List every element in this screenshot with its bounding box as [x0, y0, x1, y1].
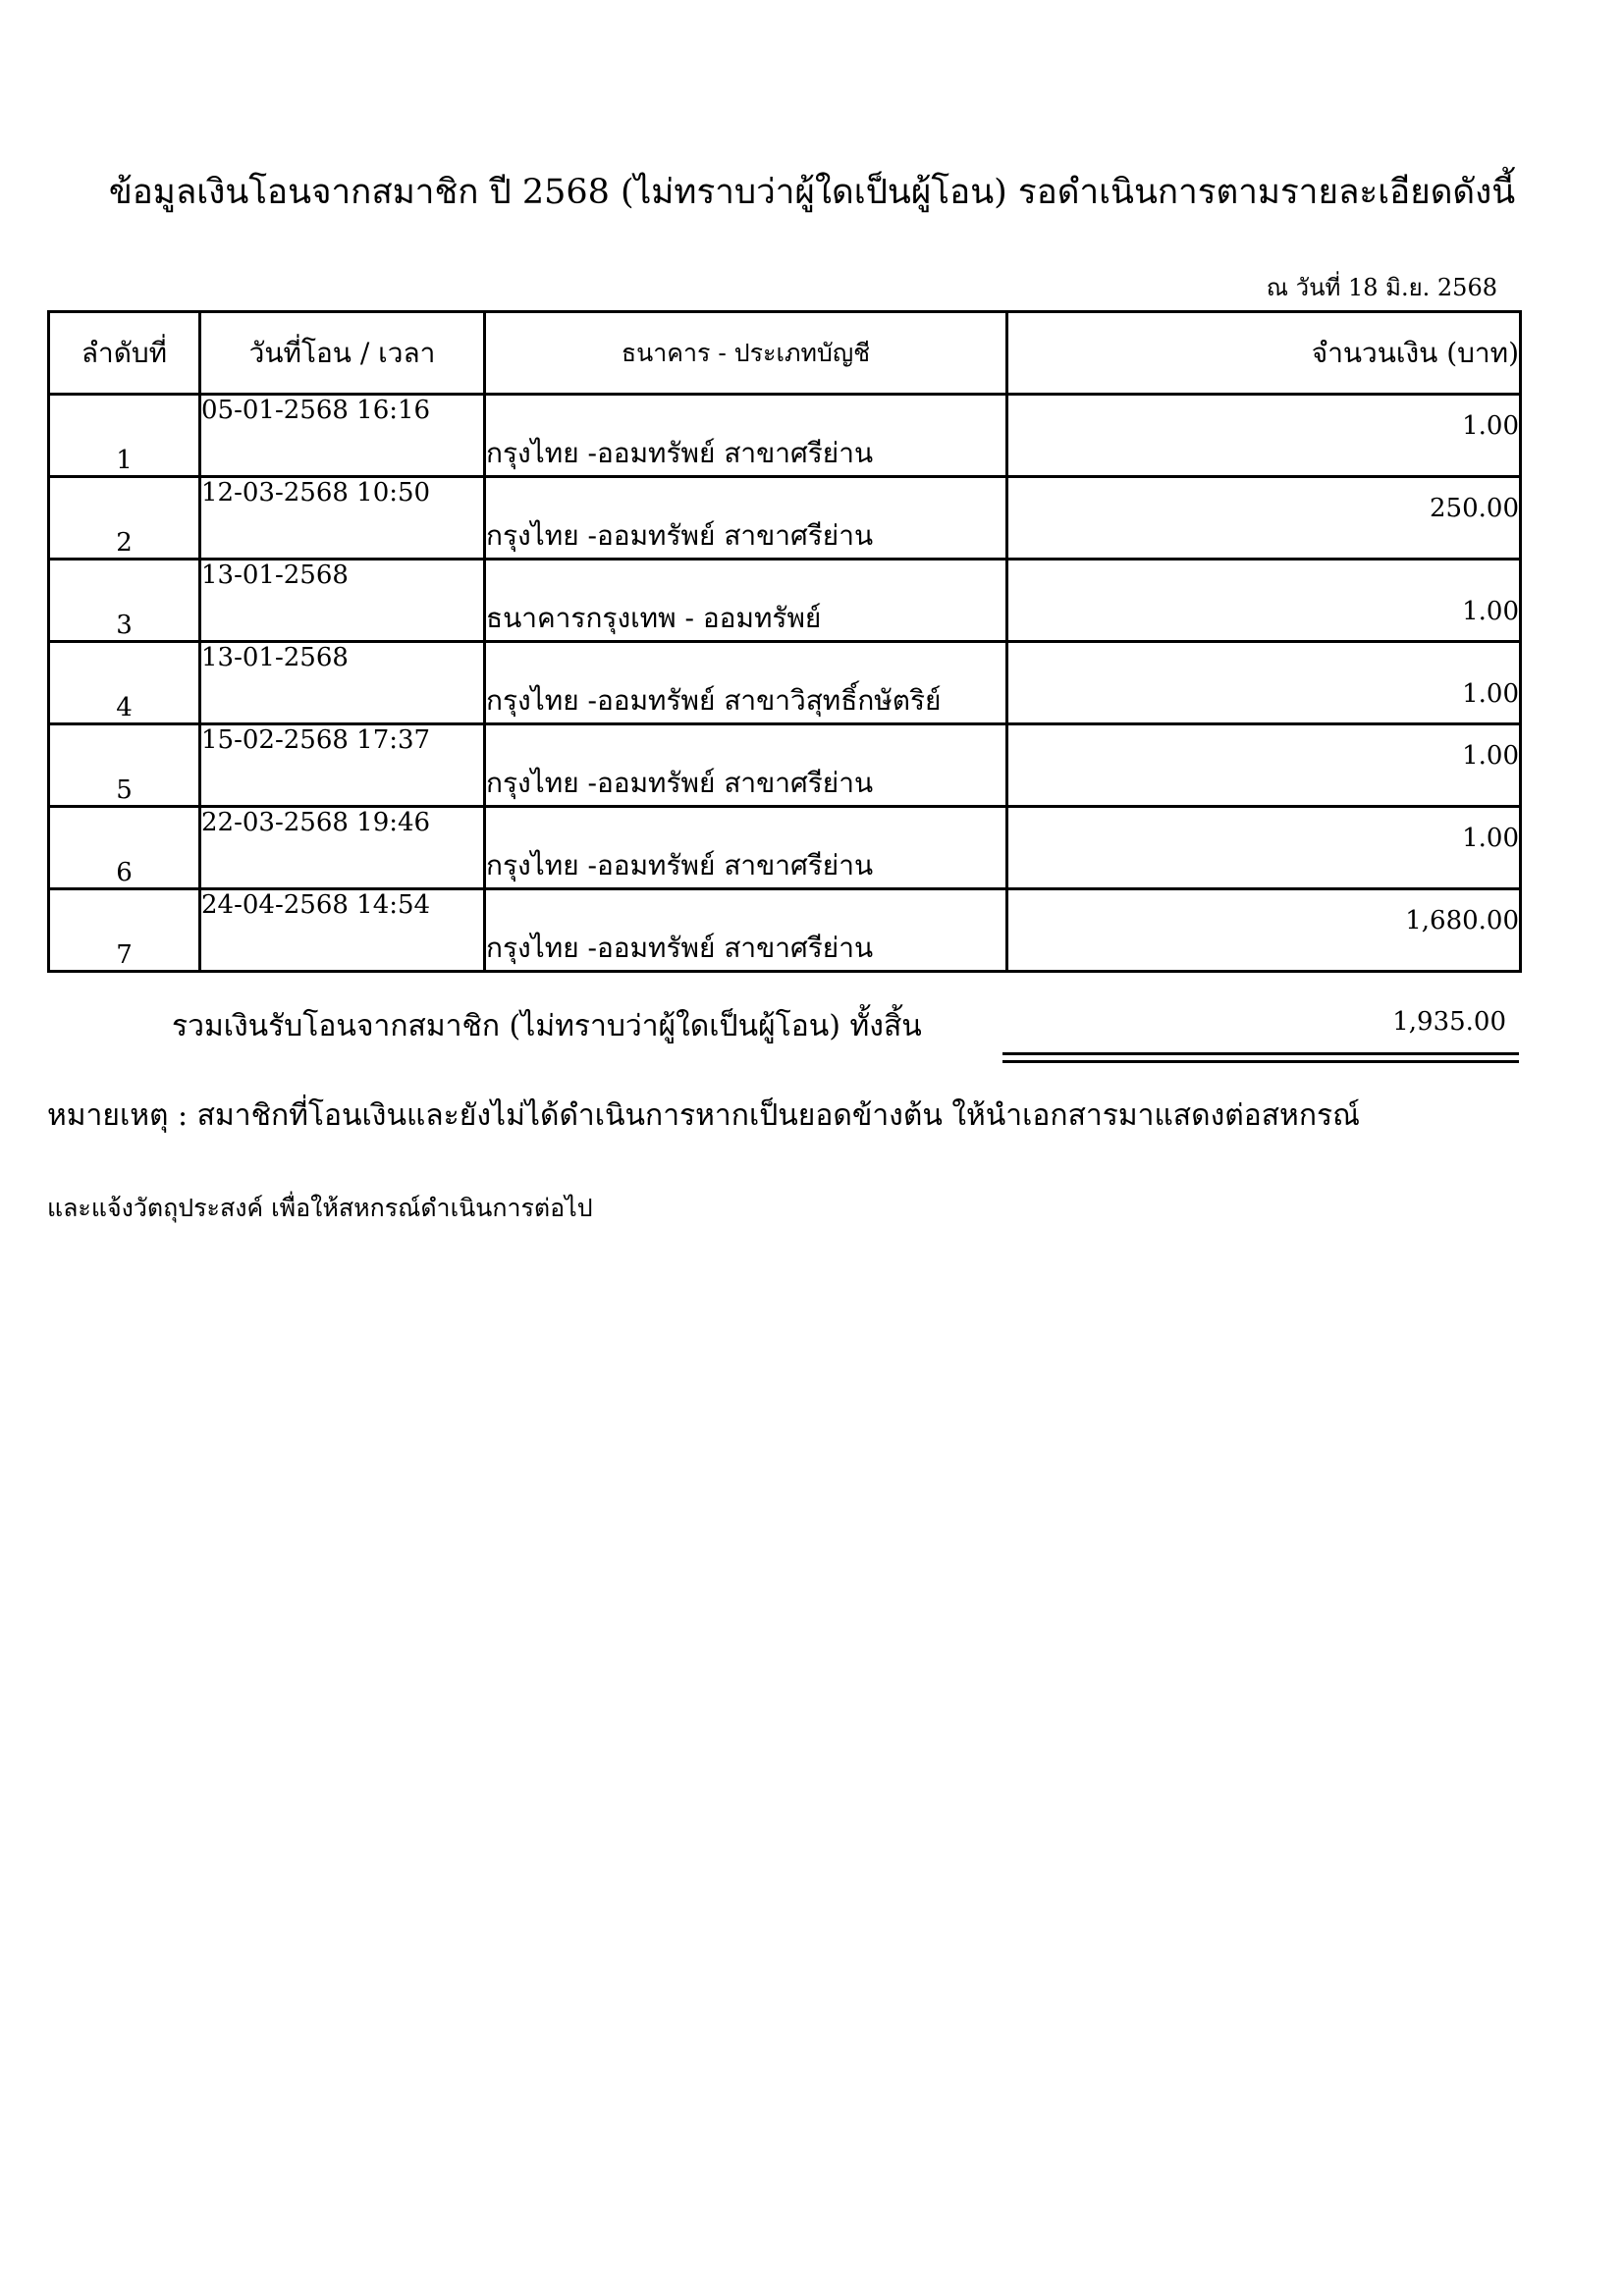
row-no: 2: [49, 477, 200, 560]
row-amount: 1,680.00: [1007, 889, 1521, 972]
remark-line-2: และแจ้งวัตถุประสงค์ เพื่อให้สหกรณ์ดำเนินการต่อไป: [47, 1194, 593, 1222]
header-amount: จำนวนเงิน (บาท): [1007, 312, 1521, 395]
row-no: 1: [49, 395, 200, 477]
table-row: [49, 477, 1521, 560]
row-amount: 1.00: [1007, 642, 1521, 724]
transfer-table: [47, 310, 1522, 973]
total-value: 1,935.00: [1392, 1007, 1506, 1037]
table-header-row: [49, 312, 1521, 395]
row-no: 6: [49, 807, 200, 889]
row-bank: กรุงไทย -ออมทรัพย์ สาขาศรีย่าน: [485, 477, 1007, 560]
row-amount: 1.00: [1007, 807, 1521, 889]
page-title: ข้อมูลเงินโอนจากสมาชิก ปี 2568 (ไม่ทราบว่าผู้ใดเป็นผู้โอน) รอดำเนินการตามรายละเอียดดังนี้: [108, 173, 1516, 212]
row-bank: กรุงไทย -ออมทรัพย์ สาขาศรีย่าน: [485, 807, 1007, 889]
row-date: 24-04-2568 14:54: [200, 889, 485, 972]
total-double-underline-top: [1002, 1052, 1519, 1055]
row-bank: กรุงไทย -ออมทรัพย์ สาขาวิสุทธิ์กษัตริย์: [485, 642, 1007, 724]
header-date: วันที่โอน / เวลา: [200, 312, 485, 395]
row-no: 7: [49, 889, 200, 972]
row-amount: 1.00: [1007, 395, 1521, 477]
row-date: 15-02-2568 17:37: [200, 724, 485, 807]
row-no: 3: [49, 560, 200, 642]
table-row: [49, 560, 1521, 642]
header-bank: ธนาคาร - ประเภทบัญชี: [485, 312, 1007, 395]
row-no: 4: [49, 642, 200, 724]
table-row: [49, 642, 1521, 724]
row-bank: กรุงไทย -ออมทรัพย์ สาขาศรีย่าน: [485, 395, 1007, 477]
row-amount: 1.00: [1007, 724, 1521, 807]
row-amount: 250.00: [1007, 477, 1521, 560]
table-row: [49, 807, 1521, 889]
header-no: ลำดับที่: [49, 312, 200, 395]
table-row: [49, 889, 1521, 972]
row-bank: ธนาคารกรุงเทพ - ออมทรัพย์: [485, 560, 1007, 642]
row-amount: 1.00: [1007, 560, 1521, 642]
remark-line-1: หมายเหตุ : สมาชิกที่โอนเงินและยังไม่ได้ดำเนินการหากเป็นยอดข้างต้น ให้นำเอกสารมาแสดงต่อสหกรณ์: [47, 1098, 1360, 1133]
table-row: [49, 724, 1521, 807]
as-of-date: ณ วันที่ 18 มิ.ย. 2568: [1266, 274, 1497, 301]
total-double-underline-bottom: [1002, 1060, 1519, 1063]
table-row: [49, 395, 1521, 477]
row-no: 5: [49, 724, 200, 807]
row-date: 13-01-2568: [200, 642, 485, 724]
row-bank: กรุงไทย -ออมทรัพย์ สาขาศรีย่าน: [485, 889, 1007, 972]
row-date: 05-01-2568 16:16: [200, 395, 485, 477]
row-date: 22-03-2568 19:46: [200, 807, 485, 889]
row-bank: กรุงไทย -ออมทรัพย์ สาขาศรีย่าน: [485, 724, 1007, 807]
total-label: รวมเงินรับโอนจากสมาชิก (ไม่ทราบว่าผู้ใดเป็นผู้โอน) ทั้งสิ้น: [172, 1009, 922, 1043]
row-date: 13-01-2568: [200, 560, 485, 642]
row-date: 12-03-2568 10:50: [200, 477, 485, 560]
